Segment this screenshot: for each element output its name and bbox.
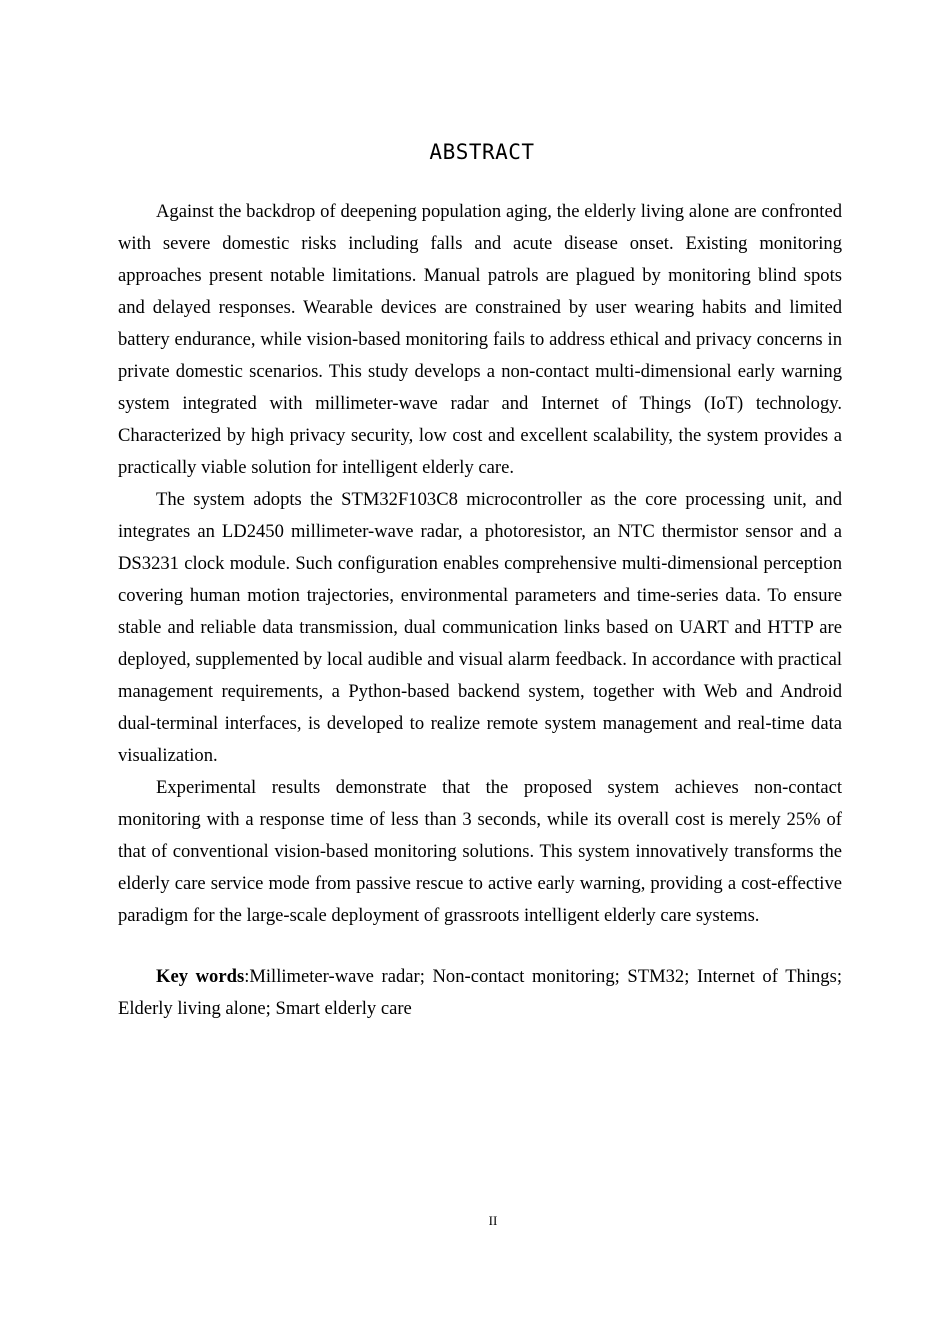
- abstract-paragraph-3: Experimental results demonstrate that the proposed system achieves non-contact monitoring with a response time of less than 3 seconds, while its overall cost is merely 25% of that of conventional vision-based monitoring solutions. This system innovatively transforms the elderly care service mode from passive rescue to active early warning, providing a cost-effective paradigm for the large-scale deployment of grassroots intelligent elderly care systems.: [118, 777, 842, 926]
- abstract-paragraph-2: The system adopts the STM32F103C8 microcontroller as the core processing unit, and integrates an LD2450 millimeter-wave radar, a photoresistor, an NTC thermistor sensor and a DS3231 clock module. Such configuration enables comprehensive multi-dimensional perception covering human motion trajectories, environmental parameters and time-series data. To ensure stable and reliable data transmission, dual communication links based on UART and HTTP are deployed, supplemented by local audible and visual alarm feedback. In accordance with practical management requirements, a Python-based backend system, together with Web and Android dual-terminal interfaces, is developed to realize remote system management and real-time data visualization.: [118, 489, 842, 766]
- abstract-body: [118, 196, 842, 932]
- page-number: II: [488, 1213, 498, 1228]
- keywords-text: :Millimeter-wave radar; Non-contact monitoring; STM32; Internet of Things; Elderly living alone; Smart elderly care: [118, 966, 843, 1019]
- keywords-line: [118, 961, 842, 1025]
- keywords-label: Key words: [156, 966, 245, 987]
- abstract-title: ABSTRACT: [429, 140, 535, 164]
- abstract-paragraph-1: Against the backdrop of deepening population aging, the elderly living alone are confronted with severe domestic risks including falls and acute disease onset. Existing monitoring approaches present notable limitations. Manual patrols are plagued by monitoring blind spots and delayed responses. Wearable devices are constrained by user wearing habits and limited battery endurance, while vision-based monitoring fails to address ethical and privacy concerns in private domestic scenarios. This study develops a non-contact multi-dimensional early warning system integrated with millimeter-wave radar and Internet of Things (IoT) technology. Characterized by high privacy security, low cost and excellent scalability, the system provides a practically viable solution for intelligent elderly care.: [118, 201, 842, 478]
